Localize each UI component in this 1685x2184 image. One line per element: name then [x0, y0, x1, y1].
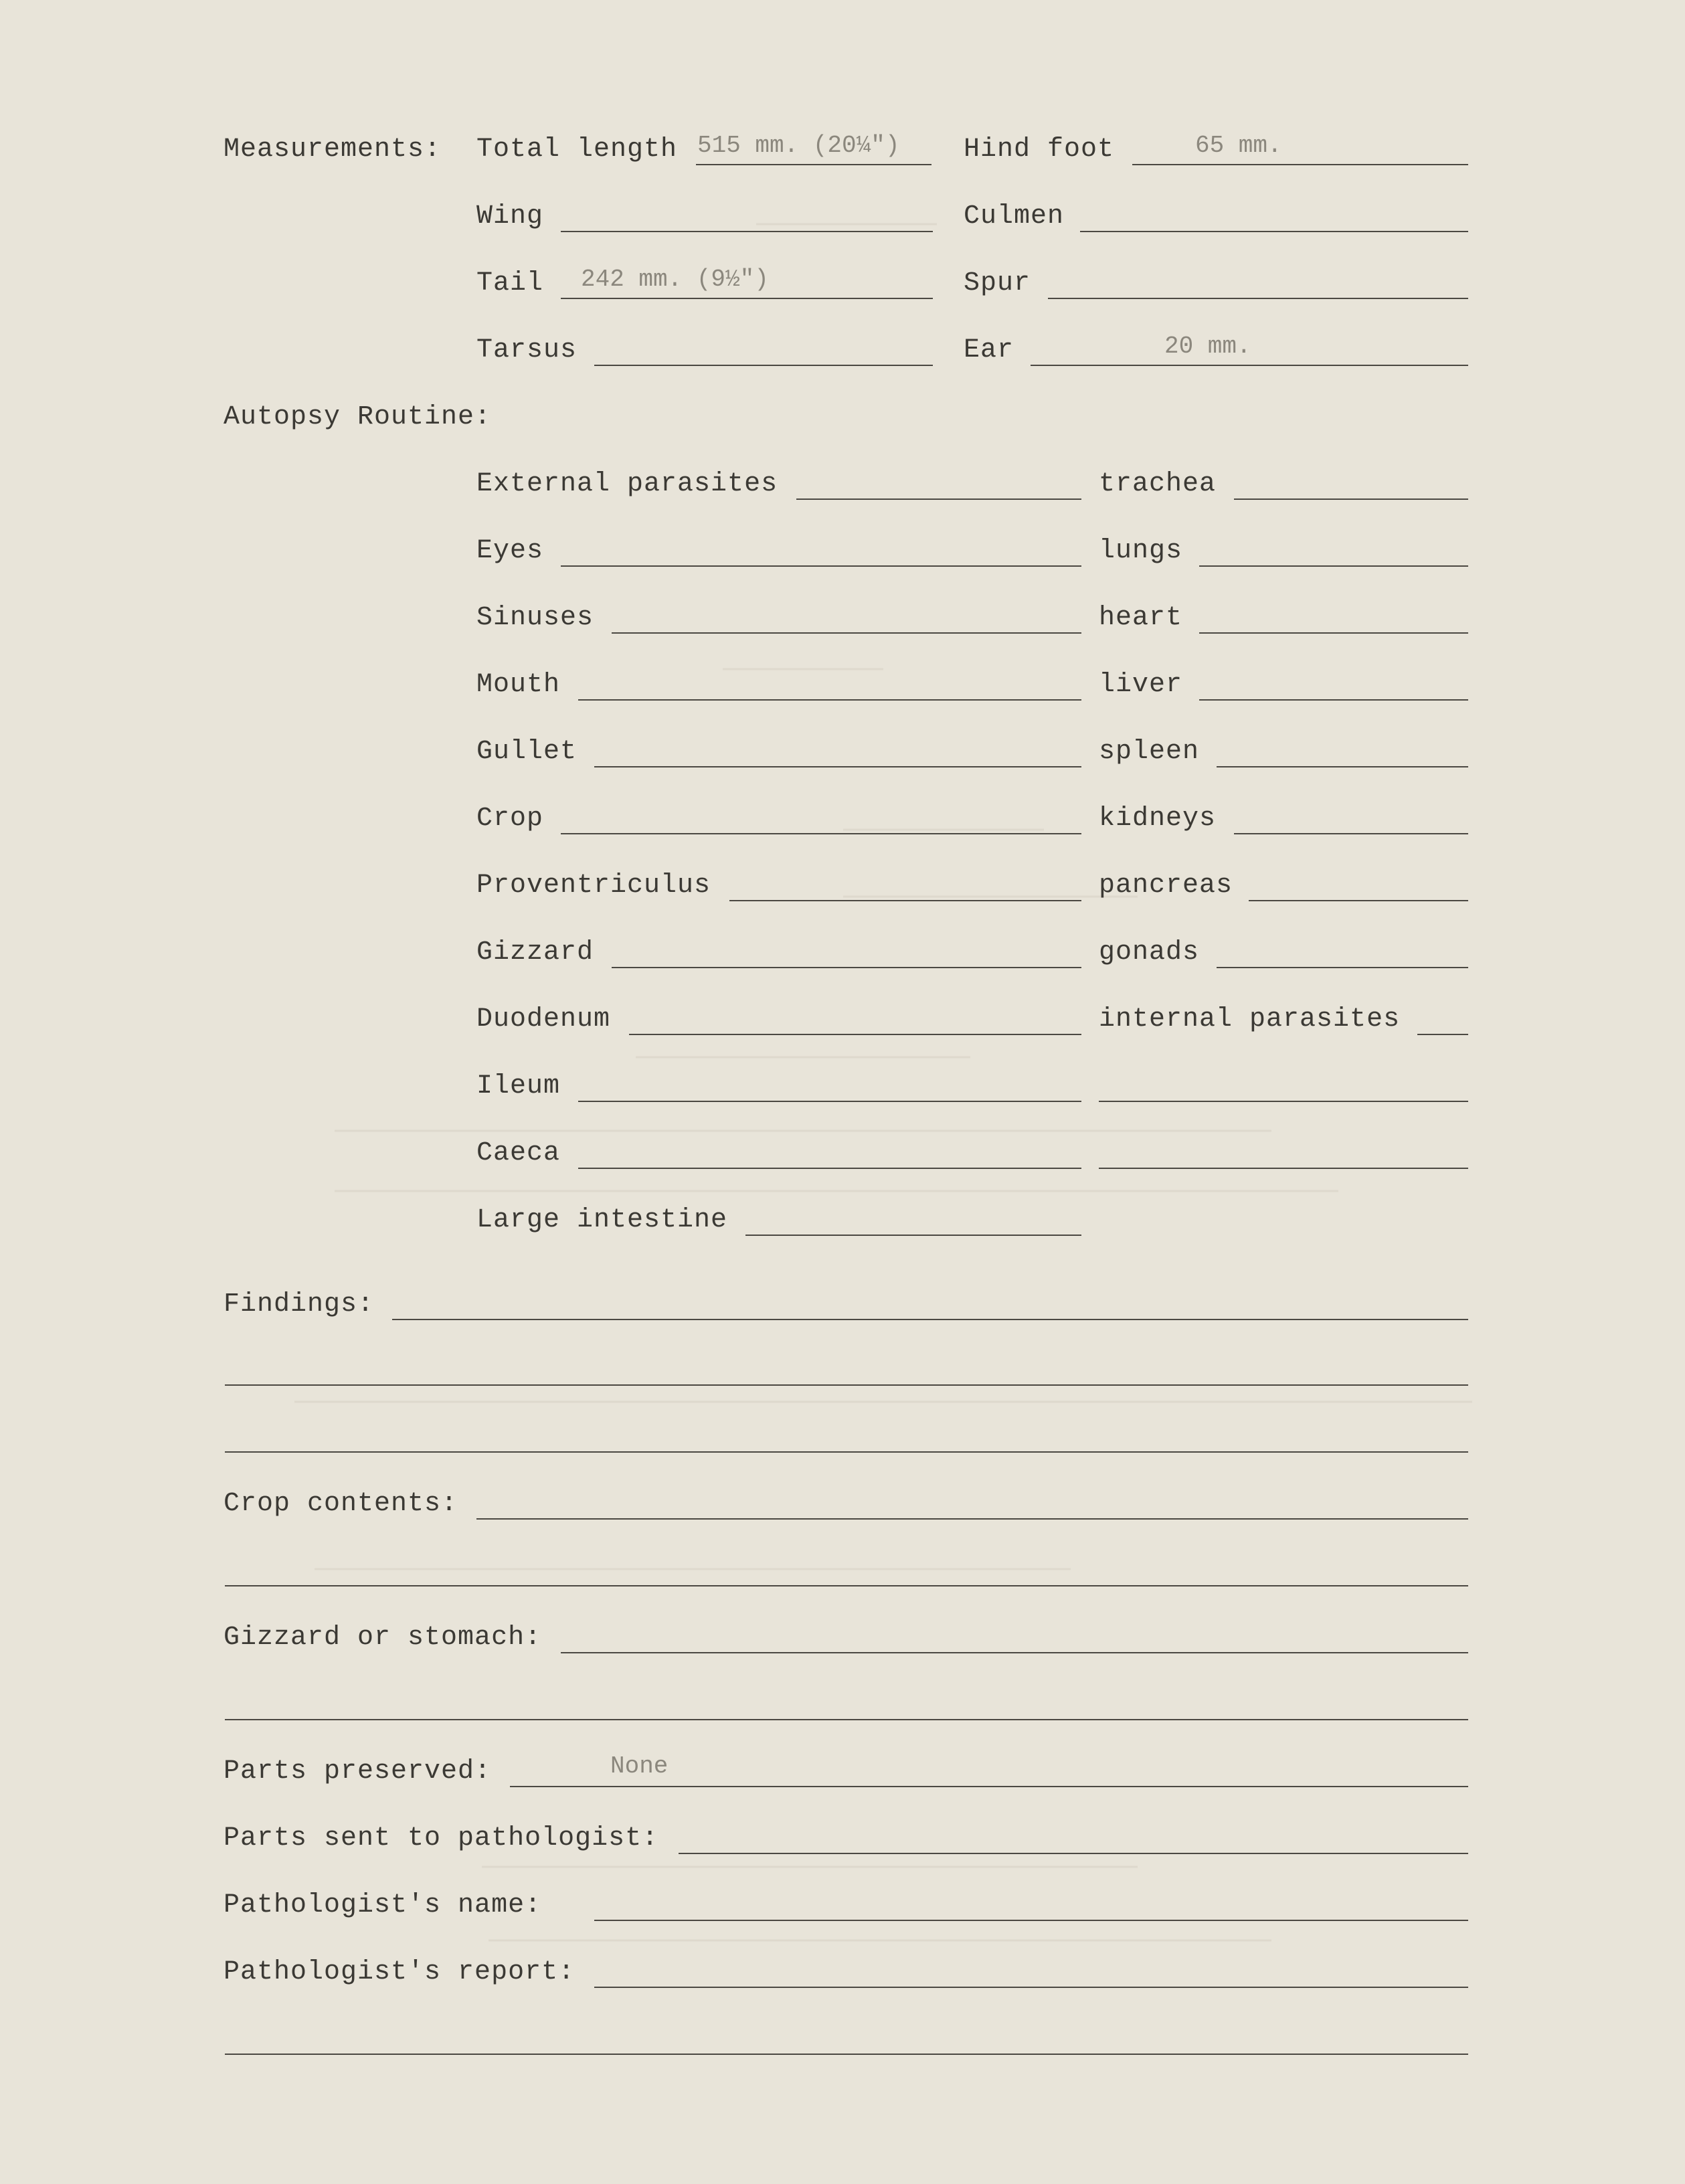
- findings-field-line-2[interactable]: [225, 1384, 1468, 1386]
- large-intestine-label: Large intestine: [476, 1205, 728, 1235]
- wing-label: Wing: [476, 201, 544, 232]
- culmen-field[interactable]: [1080, 231, 1468, 232]
- gonads-field[interactable]: [1217, 967, 1468, 968]
- external-parasites-label: External parasites: [476, 469, 778, 499]
- eyes-label: Eyes: [476, 536, 544, 566]
- internal-parasites-field-line-2[interactable]: [1099, 1101, 1468, 1102]
- spleen-field[interactable]: [1217, 766, 1468, 767]
- proventriculus-field[interactable]: [729, 900, 1081, 901]
- tail-value: 242 mm. (9½"): [581, 266, 769, 293]
- ear-field[interactable]: [1031, 365, 1468, 366]
- parts-sent-field[interactable]: [679, 1853, 1468, 1854]
- gizzard-label: Gizzard: [476, 937, 594, 968]
- gizzard-stomach-field-line-2[interactable]: [225, 1719, 1468, 1720]
- pancreas-field[interactable]: [1249, 900, 1468, 901]
- mouth-field[interactable]: [578, 699, 1081, 701]
- parts-preserved-label: Parts preserved:: [224, 1756, 492, 1787]
- pathologist-report-field[interactable]: [594, 1987, 1468, 1988]
- culmen-label: Culmen: [964, 201, 1065, 232]
- sinuses-label: Sinuses: [476, 603, 594, 633]
- internal-parasites-label: internal parasites: [1099, 1004, 1401, 1034]
- heart-label: heart: [1099, 603, 1183, 633]
- pathologist-name-field[interactable]: [594, 1920, 1468, 1921]
- duodenum-field[interactable]: [629, 1034, 1081, 1035]
- crop-label: Crop: [476, 804, 544, 834]
- tarsus-label: Tarsus: [476, 335, 578, 365]
- kidneys-label: kidneys: [1099, 804, 1217, 834]
- spur-field[interactable]: [1048, 298, 1468, 299]
- hind-foot-value: 65 mm.: [1195, 132, 1282, 159]
- findings-label: Findings:: [224, 1289, 375, 1320]
- lungs-field[interactable]: [1199, 565, 1468, 567]
- hind-foot-field[interactable]: [1132, 164, 1468, 165]
- internal-parasites-field[interactable]: [1417, 1034, 1468, 1035]
- kidneys-field[interactable]: [1234, 833, 1468, 834]
- gizzard-stomach-label: Gizzard or stomach:: [224, 1623, 542, 1653]
- trachea-field[interactable]: [1234, 498, 1468, 500]
- gonads-label: gonads: [1099, 937, 1200, 968]
- trachea-label: trachea: [1099, 469, 1217, 499]
- crop-contents-label: Crop contents:: [224, 1489, 458, 1519]
- external-parasites-field[interactable]: [796, 498, 1081, 500]
- lungs-label: lungs: [1099, 536, 1183, 566]
- wing-field[interactable]: [561, 231, 933, 232]
- findings-field-line-3[interactable]: [225, 1451, 1468, 1453]
- total-length-value: 515 mm. (20¼"): [697, 132, 900, 159]
- ear-label: Ear: [964, 335, 1014, 365]
- measurements-label: Measurements:: [224, 134, 442, 165]
- mouth-label: Mouth: [476, 670, 561, 700]
- crop-contents-field-line-2[interactable]: [225, 1585, 1468, 1586]
- gullet-field[interactable]: [594, 766, 1081, 767]
- parts-sent-label: Parts sent to pathologist:: [224, 1823, 659, 1853]
- gullet-label: Gullet: [476, 737, 578, 767]
- large-intestine-field[interactable]: [745, 1235, 1081, 1236]
- parts-preserved-field[interactable]: [510, 1786, 1468, 1787]
- findings-field[interactable]: [392, 1319, 1468, 1320]
- total-length-label: Total length: [476, 134, 678, 165]
- spleen-label: spleen: [1099, 737, 1200, 767]
- tarsus-field[interactable]: [594, 365, 933, 366]
- ear-value: 20 mm.: [1164, 333, 1251, 360]
- ileum-field[interactable]: [578, 1101, 1081, 1102]
- tail-label: Tail: [476, 268, 544, 298]
- pathologist-report-label: Pathologist's report:: [224, 1957, 575, 1987]
- pathologist-name-label: Pathologist's name:: [224, 1890, 542, 1920]
- liver-label: liver: [1099, 670, 1183, 700]
- parts-preserved-value: None: [610, 1752, 669, 1780]
- liver-field[interactable]: [1199, 699, 1468, 701]
- gizzard-stomach-field[interactable]: [561, 1652, 1468, 1653]
- proventriculus-label: Proventriculus: [476, 871, 711, 901]
- caeca-label: Caeca: [476, 1138, 561, 1168]
- eyes-field[interactable]: [561, 565, 1081, 567]
- caeca-field[interactable]: [578, 1168, 1081, 1169]
- ileum-label: Ileum: [476, 1071, 561, 1101]
- total-length-field[interactable]: [696, 164, 932, 165]
- gizzard-field[interactable]: [612, 967, 1081, 968]
- autopsy-routine-label: Autopsy Routine:: [224, 402, 492, 432]
- heart-field[interactable]: [1199, 632, 1468, 634]
- sinuses-field[interactable]: [612, 632, 1081, 634]
- hind-foot-label: Hind foot: [964, 134, 1115, 165]
- crop-contents-field[interactable]: [476, 1518, 1468, 1520]
- tail-field[interactable]: [561, 298, 933, 299]
- pathologist-report-field-line-2[interactable]: [225, 2054, 1468, 2055]
- internal-parasites-field-line-3[interactable]: [1099, 1168, 1468, 1169]
- duodenum-label: Duodenum: [476, 1004, 611, 1034]
- spur-label: Spur: [964, 268, 1031, 298]
- pancreas-label: pancreas: [1099, 871, 1233, 901]
- crop-field[interactable]: [561, 833, 1081, 834]
